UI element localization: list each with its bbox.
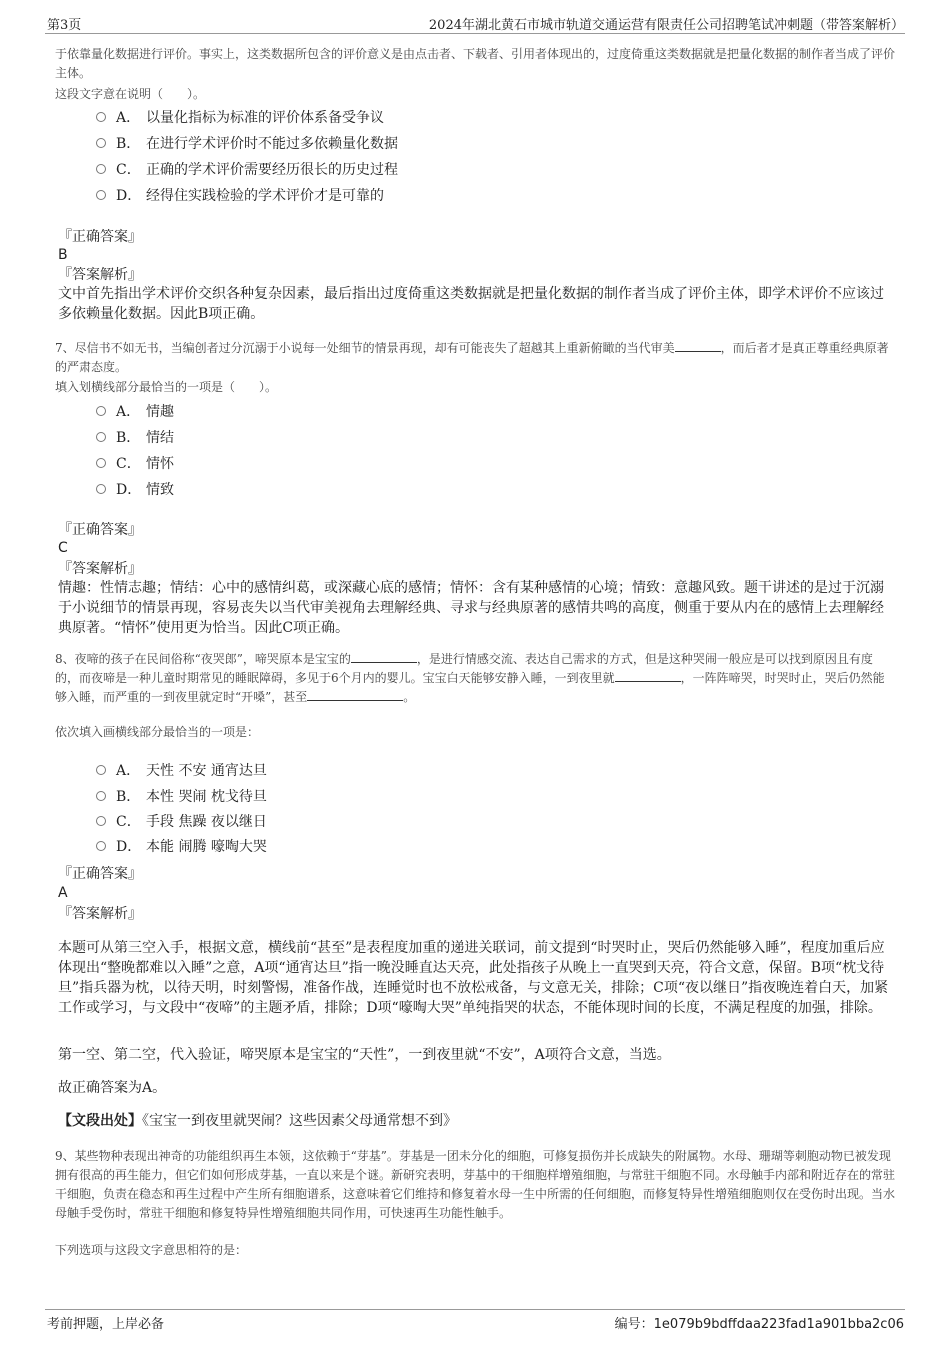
serial-code: 1e079b9bdffdaa223fad1a901bba2c06 bbox=[653, 1317, 904, 1332]
radio-icon[interactable] bbox=[96, 791, 106, 801]
q6-option-d[interactable]: D． 经得住实践检验的学术评价才是可靠的 bbox=[96, 185, 384, 205]
q8-analysis-label: 『答案解析』 bbox=[58, 906, 142, 922]
q6-option-a[interactable]: A． 以量化指标为标准的评价体系备受争议 bbox=[96, 107, 384, 127]
q8-stem: 8、夜啼的孩子在民间俗称“夜哭郎”，啼哭原本是宝宝的 ，是进行情感交流、表达自己需求的方式，但是这种哭闹一般应是可以找到原因且有度的，而夜啼是一种儿童时期常见的睡眠障碍，多见于6个月内的婴儿。宝宝白天能够安静入睡，一到夜里就 ，一阵阵啼哭，时哭时止，哭后仍然能够入睡，而严重的一到夜里就定时“开嗓”，甚至 。 bbox=[55, 652, 885, 704]
q8-blank-1 bbox=[351, 651, 417, 663]
header-divider bbox=[45, 33, 905, 34]
radio-icon[interactable] bbox=[96, 190, 106, 200]
q8-analysis-p1: 本题可从第三空入手，根据文意，横线前“甚至”是表程度加重的递进关联词，前文提到“时哭时止，哭后仍然能够入睡”，程度加重后应体现出“整晚都难以入睡”之意，A项“通宵达旦”指一晚没睡直达天亮，此处指孩子从晚上一直哭到天亮，符合文意，保留。B项“枕戈待旦”指兵器为枕，以待天明，时刻警惕，准备作战，连睡觉时也不放松戒备，与文意无关，排除；C项“夜以继日”指夜晚连着白天，加紧工作或学习，与文段中“夜啼”的主题矛盾，排除；D项“嚎啕大哭”单纯指哭的状态，不能体现时间的长度，不满足程度的加强，排除。 bbox=[58, 940, 889, 1016]
q8-analysis-p2: 第一空、第二空，代入验证，啼哭原本是宝宝的“天性”，一到夜里就“不安”，A项符合文意，当选。 bbox=[58, 1047, 671, 1063]
q8-source-text: 《宝宝一到夜里就哭闹？这些因素父母通常想不到》 bbox=[142, 1113, 457, 1129]
q6-prompt: 这段文字意在说明（ ）。 bbox=[55, 87, 206, 101]
q8-source bbox=[58, 1111, 457, 1131]
q8-option-b[interactable]: B． 本性 哭闹 枕戈待旦 bbox=[96, 786, 267, 806]
q9-stem: 9、某些物种表现出神奇的功能组织再生本领，这依赖于“芽基”。芽基是一团未分化的细胞，可修复损伤并长成缺失的附属物。水母、珊瑚等刺胞动物已被发现拥有很高的再生能力，但它们如何形成芽基，一直以来是个谜。新研究表明，芽基中的干细胞样增殖细胞，与常驻干细胞不同。水母触手内部和附近存在的常驻干细胞，负责在稳态和再生过程中产生所有细胞谱系，这意味着它们维持和修复着水母一生中所需的任何细胞，而修复特异性增殖细胞则仅在受伤时出现。当水母触手受伤时，常驻干细胞和修复特异性增殖细胞共同作用，可快速再生功能性触手。 bbox=[55, 1149, 896, 1220]
radio-icon[interactable] bbox=[96, 432, 106, 442]
radio-icon[interactable] bbox=[96, 816, 106, 826]
q7-stem: 7、尽信书不如无书，当编创者过分沉溺于小说每一处细节的情景再现，却有可能丧失了超越其上重新俯瞰的当代审美 ，而后者才是真正尊重经典原著的严肃态度。 bbox=[55, 341, 889, 374]
q7-option-c[interactable]: C． 情怀 bbox=[96, 453, 174, 473]
q6-answer: B bbox=[58, 247, 68, 263]
q6-stem-tail: 于依靠量化数据进行评价。事实上，这类数据所包含的评价意义是由点击者、下载者、引用者体现出的，过度倚重这类数据就是把量化数据的制作者当成了评价主体。 bbox=[55, 47, 896, 80]
radio-icon[interactable] bbox=[96, 484, 106, 494]
q7-option-a[interactable]: A． 情趣 bbox=[96, 401, 174, 421]
q6-answer-label: 『正确答案』 bbox=[58, 229, 142, 245]
q7-blank bbox=[675, 340, 721, 352]
q9-prompt: 下列选项与这段文字意思相符的是： bbox=[55, 1243, 248, 1257]
q7-answer-label: 『正确答案』 bbox=[58, 522, 142, 538]
radio-icon[interactable] bbox=[96, 765, 106, 775]
document-title: 2024年湖北黄石市城市轨道交通运营有限责任公司招聘笔试冲刺题（带答案解析） bbox=[428, 18, 904, 33]
radio-icon[interactable] bbox=[96, 138, 106, 148]
footer-slogan: 考前押题，上岸必备 bbox=[47, 1317, 165, 1332]
q8-blank-3 bbox=[307, 689, 403, 701]
q8-option-a[interactable]: A． 天性 不安 通宵达旦 bbox=[96, 760, 267, 780]
radio-icon[interactable] bbox=[96, 458, 106, 468]
q7-answer: C bbox=[58, 540, 68, 556]
q8-prompt: 依次填入画横线部分最恰当的一项是： bbox=[55, 725, 260, 739]
q6-analysis: 文中首先指出学术评价交织各种复杂因素，最后指出过度倚重这类数据就是把量化数据的制作者当成了评价主体，即学术评价不应该过多依赖量化数据。因此B项正确。 bbox=[58, 286, 884, 322]
q8-option-c[interactable]: C． 手段 焦躁 夜以继日 bbox=[96, 811, 267, 831]
q7-prompt: 填入划横线部分最恰当的一项是（ ）。 bbox=[55, 380, 278, 394]
footer-divider bbox=[45, 1309, 905, 1310]
radio-icon[interactable] bbox=[96, 841, 106, 851]
q8-answer: A bbox=[58, 885, 68, 901]
q7-option-d[interactable]: D． 情致 bbox=[96, 479, 174, 499]
page-number: 第3页 bbox=[47, 18, 82, 33]
q8-analysis-p3: 故正确答案为A。 bbox=[58, 1080, 167, 1096]
footer-serial: 编号：1e079b9bdffdaa223fad1a901bba2c06 bbox=[614, 1317, 904, 1332]
radio-icon[interactable] bbox=[96, 164, 106, 174]
q7-option-b[interactable]: B． 情结 bbox=[96, 427, 174, 447]
q7-analysis-label: 『答案解析』 bbox=[58, 561, 142, 577]
q8-source-label: 【文段出处】 bbox=[58, 1113, 142, 1129]
q8-blank-2 bbox=[615, 670, 681, 682]
q6-option-c[interactable]: C． 正确的学术评价需要经历很长的历史过程 bbox=[96, 159, 398, 179]
radio-icon[interactable] bbox=[96, 406, 106, 416]
radio-icon[interactable] bbox=[96, 112, 106, 122]
q8-answer-label: 『正确答案』 bbox=[58, 866, 142, 882]
q8-option-d[interactable]: D． 本能 闹腾 嚎啕大哭 bbox=[96, 836, 267, 856]
q6-analysis-label: 『答案解析』 bbox=[58, 267, 142, 283]
q7-analysis: 情趣：性情志趣；情结：心中的感情纠葛，或深藏心底的感情；情怀：含有某种感情的心境；情致：意趣风致。题干讲述的是过于沉溺于小说细节的情景再现，容易丧失以当代审美视角去理解经典、寻求与经典原著的感情共鸣的高度，侧重于要从内在的感情上去理解经典原著。“情怀”使用更为恰当。因此C项正确。 bbox=[58, 580, 884, 636]
q6-option-b[interactable]: B． 在进行学术评价时不能过多依赖量化数据 bbox=[96, 133, 398, 153]
